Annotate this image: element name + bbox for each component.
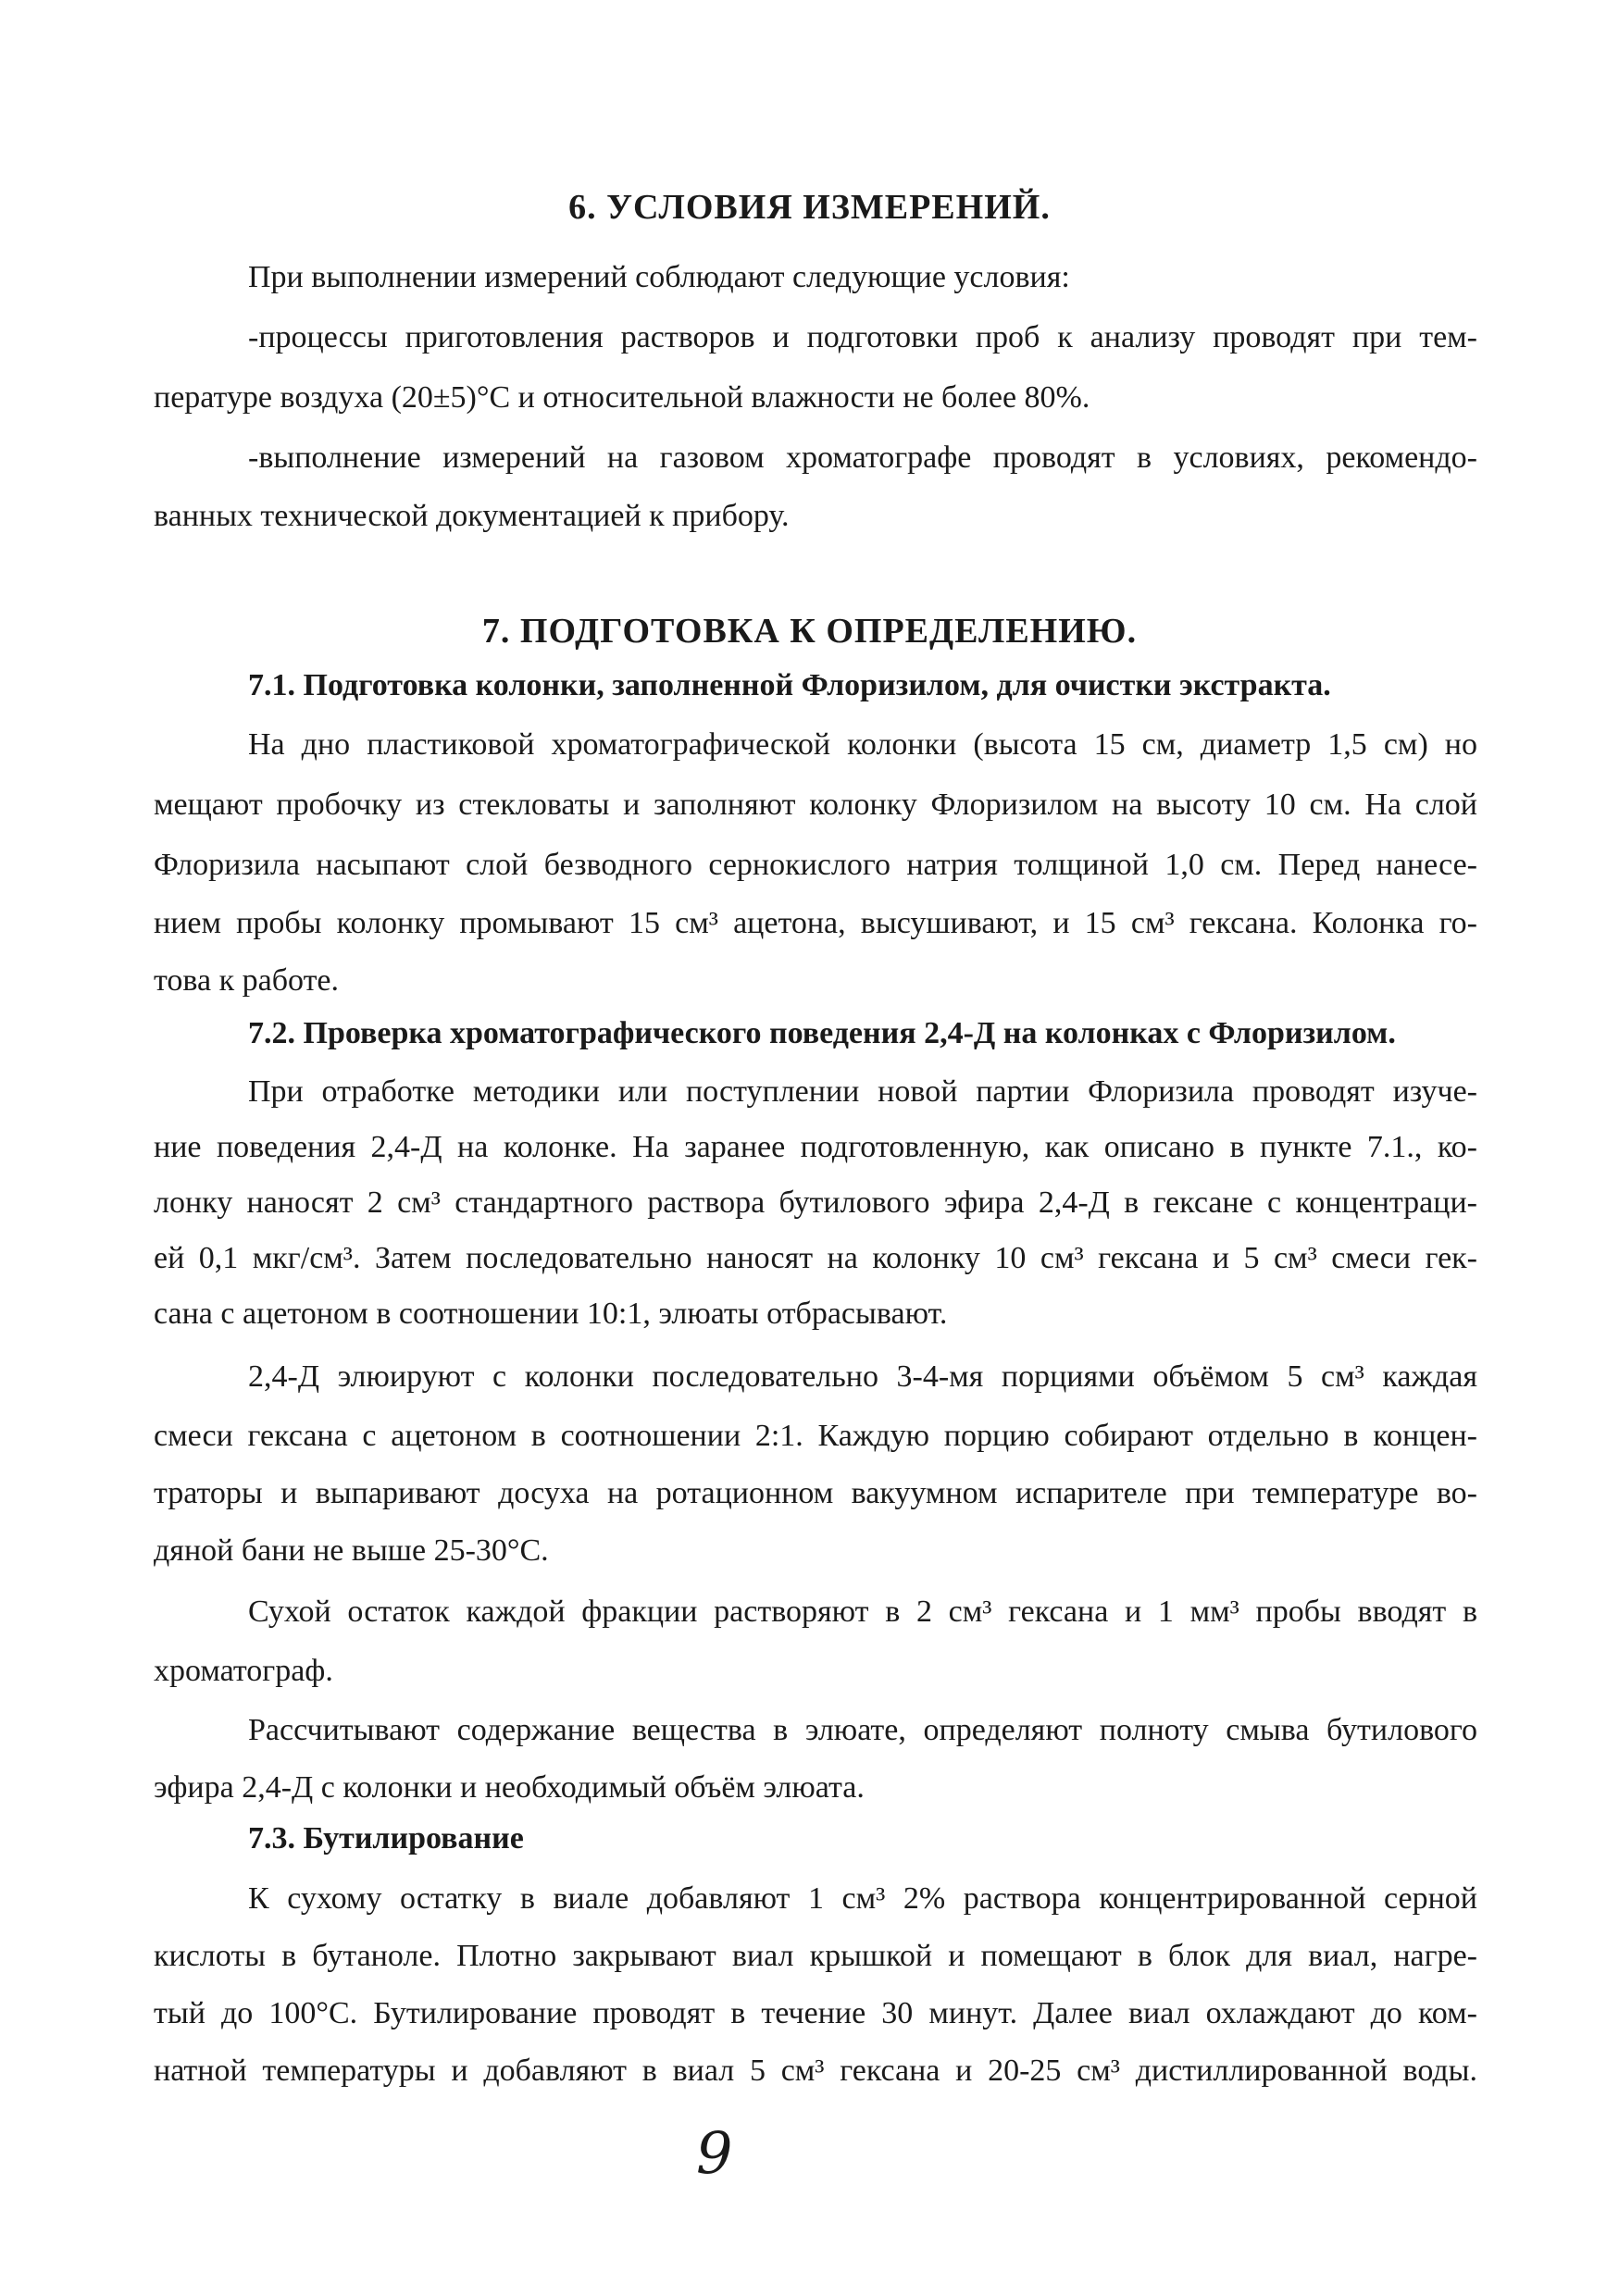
s72-p2-line-1: 2,4-Д элюируют с колонки последовательно 3-4-мя порциями объёмом 5 см³ каждая (248, 1359, 1477, 1394)
sec6-line-3: пературе воздуха (20±5)°С и относительной влажности не более 80%. (154, 380, 1090, 415)
s72-p1-line-1: При отработке методики или поступлении новой партии Флоризила проводят изуче- (248, 1074, 1477, 1109)
sec6-line-4: -выполнение измерений на газовом хроматографе проводят в условиях, рекомендо- (248, 441, 1477, 475)
s72-p1-line-2: ние поведения 2,4-Д на колонке. На заранее подготовленную, как описано в пункте 7.1., ко- (154, 1130, 1477, 1164)
s71-line-1: На дно пластиковой хроматографической колонки (высота 15 см, диаметр 1,5 см) но (248, 727, 1477, 762)
s73-line-4: натной температуры и добавляют в виал 5 см³ гексана и 20-25 см³ дистиллированной воды. (154, 2054, 1477, 2088)
s71-line-2: мещают пробочку из стекловаты и заполняют колонку Флоризилом на высоту 10 см. На слой (154, 788, 1477, 822)
s72-p1-line-5: сана с ацетоном в соотношении 10:1, элюаты отбрасывают. (154, 1297, 948, 1331)
s72-p2-line-3: траторы и выпаривают досуха на ротационном вакуумном испарителе при температуре во- (154, 1476, 1477, 1510)
s72-p4-line-2: эфира 2,4-Д с колонки и необходимый объём элюата. (154, 1770, 865, 1805)
s72-p2-line-4: дяной бани не выше 25-30°С. (154, 1533, 549, 1568)
s73-line-1: К сухому остатку в виале добавляют 1 см³ 2% раствора концентрированной серной (248, 1881, 1477, 1916)
sec6-line-5: ванных технической документацией к прибору. (154, 499, 790, 533)
s72-p4-line-1: Рассчитывают содержание вещества в элюате, определяют полноту смыва бутилового (248, 1713, 1477, 1747)
section-7-title: 7. ПОДГОТОВКА К ОПРЕДЕЛЕНИЮ. (481, 612, 1138, 651)
s72-p1-line-3: лонку наносят 2 см³ стандартного раствора бутилового эфира 2,4-Д в гексане с концентраци- (154, 1185, 1477, 1220)
s72-p2-line-2: смеси гексана с ацетоном в соотношении 2:1. Каждую порцию собирают отдельно в концен- (154, 1419, 1477, 1453)
s72-p3-line-1: Сухой остаток каждой фракции растворяют в 2 см³ гексана и 1 мм³ пробы вводят в (248, 1595, 1477, 1629)
subsection-7-1-title: 7.1. Подготовка колонки, заполненной Флоризилом, для очистки экстракта. (248, 668, 1331, 702)
s72-p1-line-4: ей 0,1 мкг/см³. Затем последовательно наносят на колонку 10 см³ гексана и 5 см³ смеси гек- (154, 1241, 1477, 1275)
s72-p3-line-2: хроматограф. (154, 1654, 333, 1688)
sec6-line-1: При выполнении измерений соблюдают следующие условия: (248, 260, 1070, 294)
s73-line-2: кислоты в бутаноле. Плотно закрывают виал крышкой и помещают в блок для виал, нагре- (154, 1939, 1477, 1973)
page-number: 9 (696, 2119, 733, 2187)
s71-line-5: това к работе. (154, 963, 340, 998)
s71-line-3: Флоризила насыпают слой безводного сернокислого натрия толщиной 1,0 см. Перед нанесе- (154, 848, 1477, 882)
sec6-line-2: -процессы приготовления растворов и подготовки проб к анализу проводят при тем- (248, 320, 1477, 354)
s71-line-4: нием пробы колонку промывают 15 см³ ацетона, высушивают, и 15 см³ гексана. Колонка го- (154, 906, 1477, 940)
subsection-7-3-title: 7.3. Бутилирование (248, 1821, 524, 1855)
s73-line-3: тый до 100°С. Бутилирование проводят в течение 30 минут. Далее виал охлаждают до ком- (154, 1996, 1477, 2030)
section-6-title: 6. УСЛОВИЯ ИЗМЕРЕНИЙ. (568, 188, 1051, 227)
subsection-7-2-title: 7.2. Проверка хроматографического поведения 2,4-Д на колонках с Флоризилом. (248, 1016, 1396, 1050)
